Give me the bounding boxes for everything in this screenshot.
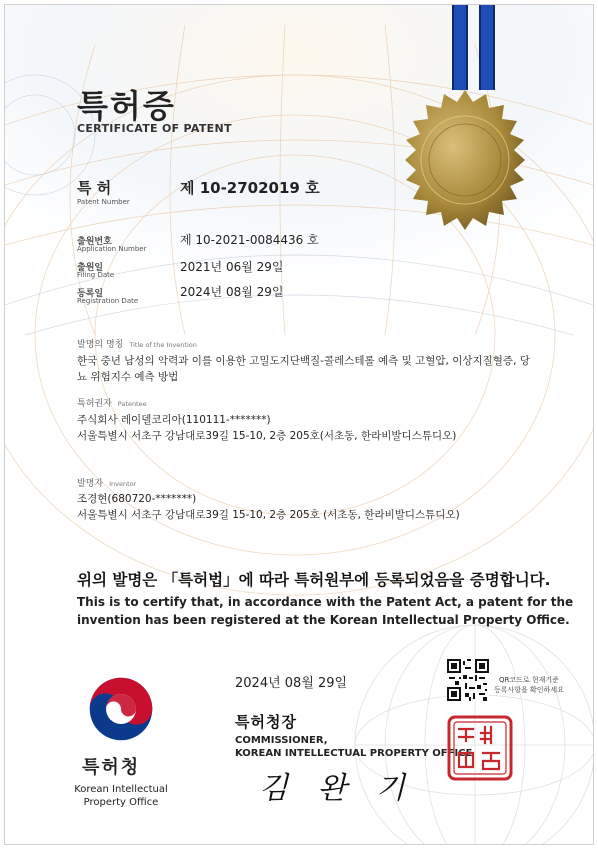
- certification-statement-kr: 위의 발명은 「특허법」에 따라 특허원부에 등록되었음을 증명합니다.: [77, 571, 551, 589]
- invention-title-line2: 뇨 위험지수 예측 방법: [77, 371, 179, 383]
- ribbon-left: [452, 5, 468, 90]
- inventor-label: 발명자 Inventor: [77, 479, 137, 489]
- invention-title-line1: 한국 중년 남성의 악력과 이를 이용한 고밀도지단백질-콜레스테롤 예측 및 고혈압, 이상지질혈증, 당: [77, 355, 530, 367]
- registration-date-label-kr: 등록일: [77, 289, 104, 299]
- ribbon-right: [479, 5, 495, 90]
- patentee-name: 주식회사 레이델코리아(110111-*******): [77, 414, 271, 426]
- commissioner-signature: 김 완 기: [259, 771, 416, 806]
- qr-code[interactable]: [447, 659, 489, 701]
- filing-date-value: 2021년 06월 29일: [180, 260, 284, 274]
- patent-number-label-en: Patent Number: [77, 198, 130, 206]
- patentee-address: 서울특별시 서초구 강남대로39길 15-10, 2층 205호(서초동, 한라비발디스튜디오): [77, 430, 457, 442]
- kipo-logo: [87, 675, 155, 743]
- certificate-title-en: CERTIFICATE OF PATENT: [77, 122, 232, 135]
- inventor-address: 서울특별시 서초구 강남대로39길 15-10, 2층 205호 (서초동, 한라비발디스튜디오): [77, 509, 460, 521]
- issue-date: 2024년 08월 29일: [235, 676, 348, 691]
- registration-date-label-en: Registration Date: [77, 297, 139, 305]
- patent-number-label-kr: 특 허: [77, 179, 112, 197]
- commissioner-title-kr: 특허청장: [235, 713, 297, 731]
- office-name-kr: 특허청: [82, 757, 141, 778]
- certification-statement-en-line2: invention has been registered at the Korean Intellectual Property Office.: [77, 613, 570, 627]
- commissioner-title-en: COMMISSIONER, KOREAN INTELLECTUAL PROPERTY OFFICE: [235, 735, 473, 759]
- filing-date-label-en: Filing Date: [77, 271, 115, 279]
- inventor-name: 조경현(680720-*******): [77, 493, 197, 505]
- application-number-label-en: Application Number: [77, 245, 147, 253]
- official-seal-stamp: [447, 715, 513, 781]
- certification-statement-en-line1: This is to certify that, in accordance with the Patent Act, a patent for the: [77, 595, 574, 609]
- invention-title-label: 발명의 명칭 Title of the Invention: [77, 340, 197, 350]
- office-name-en: Korean Intellectual Property Office: [74, 784, 168, 808]
- filing-date-label-kr: 출원일: [77, 263, 104, 273]
- registration-date-value: 2024년 08월 29일: [180, 285, 284, 299]
- qr-note: QR코드로 현재기준 등록사항을 확인하세요: [494, 676, 564, 694]
- certificate-title-kr: 특허증: [77, 87, 176, 125]
- application-number-value: 제 10-2021-0084436 호: [180, 233, 319, 247]
- application-number-label-kr: 출원번호: [77, 237, 112, 247]
- patent-number-value: 제 10-2702019 호: [180, 179, 320, 197]
- patentee-label: 특허권자 Patentee: [77, 399, 147, 409]
- certificate-page: [4, 4, 594, 845]
